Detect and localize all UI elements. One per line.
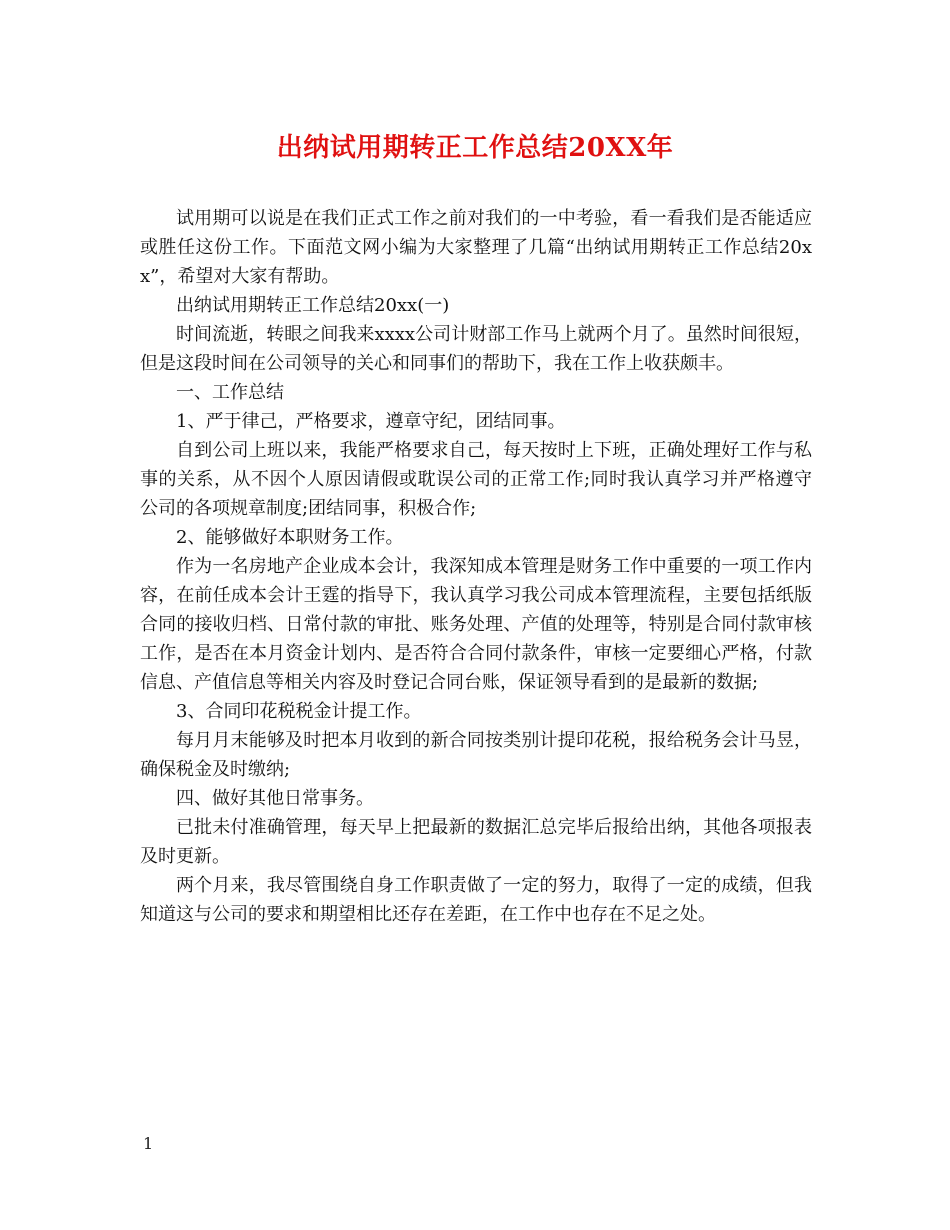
paragraph-item-4-heading: 四、做好其他日常事务。 bbox=[176, 788, 374, 809]
document-title: 出纳试用期转正工作总结20XX年 bbox=[276, 133, 674, 163]
paragraph-opening: 时间流逝，转眼之间我来xxxx公司计财部工作马上就两个月了。虽然时间很短，但是这段时间在公司领导的关心和同事们的帮助下，我在工作上收获颇丰。 bbox=[140, 324, 812, 374]
page-number: 1 bbox=[143, 1134, 154, 1153]
paragraph-item-1-body: 自到公司上班以来，我能严格要求自己，每天按时上下班，正确处理好工作与私事的关系，从不因个人原因请假或耽误公司的正常工作;同时我认真学习并严格遵守公司的各项规章制度;团结同事，积极合作; bbox=[140, 440, 812, 519]
paragraph-item-1-heading: 1、严于律己，严格要求，遵章守纪，团结同事。 bbox=[176, 411, 566, 432]
paragraph-item-2-body: 作为一名房地产企业成本会计，我深知成本管理是财务工作中重要的一项工作内容，在前任成本会计王霆的指导下，我认真学习我公司成本管理流程，主要包括纸版合同的接收归档、日常付款的审批、账务处理、产值的处理等，特别是合同付款审核工作，是否在本月资金计划内、是否符合合同付款条件，审核一定要细心严格，付款信息、产值信息等相关内容及时登记合同台账，保证领导看到的是最新的数据; bbox=[140, 556, 812, 693]
paragraph-intro: 试用期可以说是在我们正式工作之前对我们的一中考验，看一看我们是否能适应或胜任这份工作。下面范文网小编为大家整理了几篇“出纳试用期转正工作总结20xx”，希望对大家有帮助。 bbox=[140, 208, 812, 287]
paragraph-item-3-heading: 3、合同印花税税金计提工作。 bbox=[176, 701, 422, 722]
paragraph-heading-work-summary: 一、工作总结 bbox=[176, 382, 284, 403]
paragraph-item-2-heading: 2、能够做好本职财务工作。 bbox=[176, 527, 404, 548]
document-body bbox=[140, 204, 812, 929]
paragraph-closing: 两个月来，我尽管围绕自身工作职责做了一定的努力，取得了一定的成绩，但我知道这与公司的要求和期望相比还存在差距，在工作中也存在不足之处。 bbox=[140, 875, 812, 925]
paragraph-item-3-body: 每月月末能够及时把本月收到的新合同按类别计提印花税，报给税务会计马昱，确保税金及时缴纳; bbox=[140, 730, 812, 780]
paragraph-item-4-body: 已批未付准确管理，每天早上把最新的数据汇总完毕后报给出纳，其他各项报表及时更新。 bbox=[140, 817, 812, 867]
paragraph-section-heading: 出纳试用期转正工作总结20xx(一) bbox=[176, 295, 450, 316]
